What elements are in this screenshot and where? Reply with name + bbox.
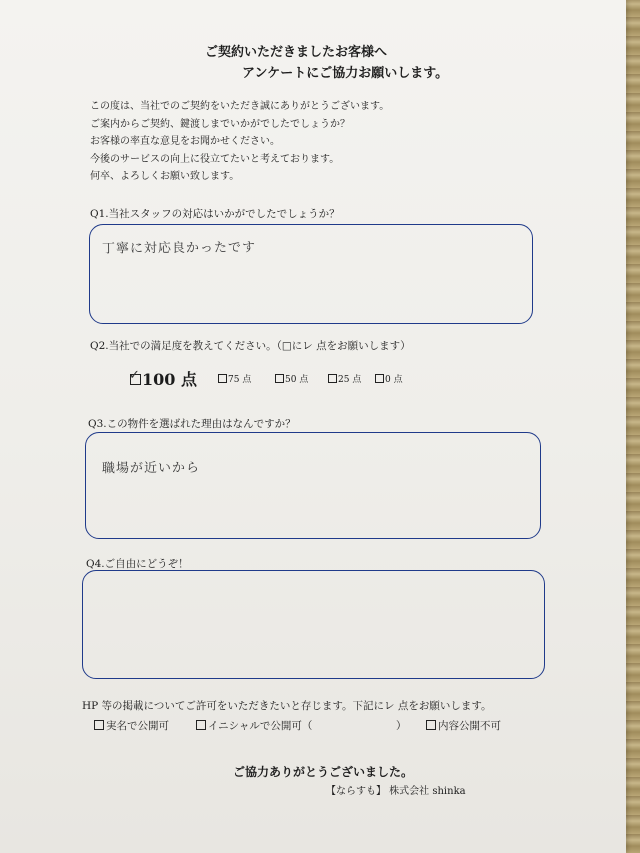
q4-question: Q4.ご自由にどうぞ！ bbox=[86, 558, 189, 570]
permission-prompt: HP 等の掲載についてご許可をいただきたいと存じます。下記にレ 点をお願いします。 bbox=[82, 700, 492, 712]
q2-option-100[interactable]: ✓ 100 点 bbox=[129, 368, 197, 389]
checkbox-icon bbox=[375, 374, 384, 383]
q1-answer-box[interactable] bbox=[89, 224, 533, 324]
q3-answer-box[interactable] bbox=[85, 432, 541, 539]
q3-question: Q3.この物件を選ばれた理由はなんですか？ bbox=[88, 418, 296, 430]
checkbox-icon bbox=[196, 720, 206, 730]
intro-line: 何卒、よろしくお願い致します。 bbox=[90, 171, 240, 182]
thanks-message: ご協力ありがとうございました。 bbox=[233, 765, 414, 779]
q3-handwritten-answer: 職場が近いから bbox=[101, 460, 201, 477]
checkbox-icon bbox=[94, 720, 104, 730]
option-initials-public[interactable]: イニシャルで公開可（ bbox=[196, 718, 312, 733]
checkbox-icon bbox=[275, 374, 284, 383]
q2-option-50[interactable]: 50 点 bbox=[275, 372, 308, 385]
checkbox-icon bbox=[328, 374, 337, 383]
initials-close-paren: ） bbox=[396, 720, 407, 732]
q1-handwritten-answer: 丁寧に対応良かったです bbox=[101, 240, 257, 257]
q2-question: Q2.当社での満足度を教えてください。（□にレ 点をお願いします） bbox=[90, 340, 411, 352]
company-name: 【ならすも】 株式会社 shinka bbox=[326, 786, 466, 797]
option-content-private[interactable]: 内容公開不可 bbox=[426, 718, 501, 733]
intro-line: この度は、当社でのご契約をいただき誠にありがとうございます。 bbox=[90, 101, 390, 112]
q2-option-0[interactable]: 0 点 bbox=[375, 372, 403, 385]
checkbox-checked-icon: ✓ bbox=[129, 368, 140, 383]
checkbox-icon bbox=[426, 720, 436, 730]
q2-option-75[interactable]: 75 点 bbox=[218, 372, 251, 385]
checkbox-icon bbox=[218, 374, 227, 383]
q4-answer-box[interactable] bbox=[82, 570, 545, 679]
title-line-1: ご契約いただきましたお客様へ bbox=[205, 45, 388, 60]
intro-line: 今後のサービスの向上に役立てたいと考えております。 bbox=[90, 153, 340, 165]
option-real-name-public[interactable]: 実名で公開可 bbox=[94, 718, 169, 733]
intro-paragraph bbox=[90, 98, 389, 186]
intro-line: お客様の率直な意見をお聞かせください。 bbox=[90, 136, 280, 147]
intro-line: ご案内からご契約、鍵渡しまでいかがでしたでしょうか？ bbox=[90, 118, 350, 130]
q1-question: Q1.当社スタッフの対応はいかがでしたでしょうか？ bbox=[90, 208, 340, 220]
q2-option-25[interactable]: 25 点 bbox=[328, 372, 361, 385]
title-line-2: アンケートにご協力お願いします。 bbox=[242, 66, 449, 81]
